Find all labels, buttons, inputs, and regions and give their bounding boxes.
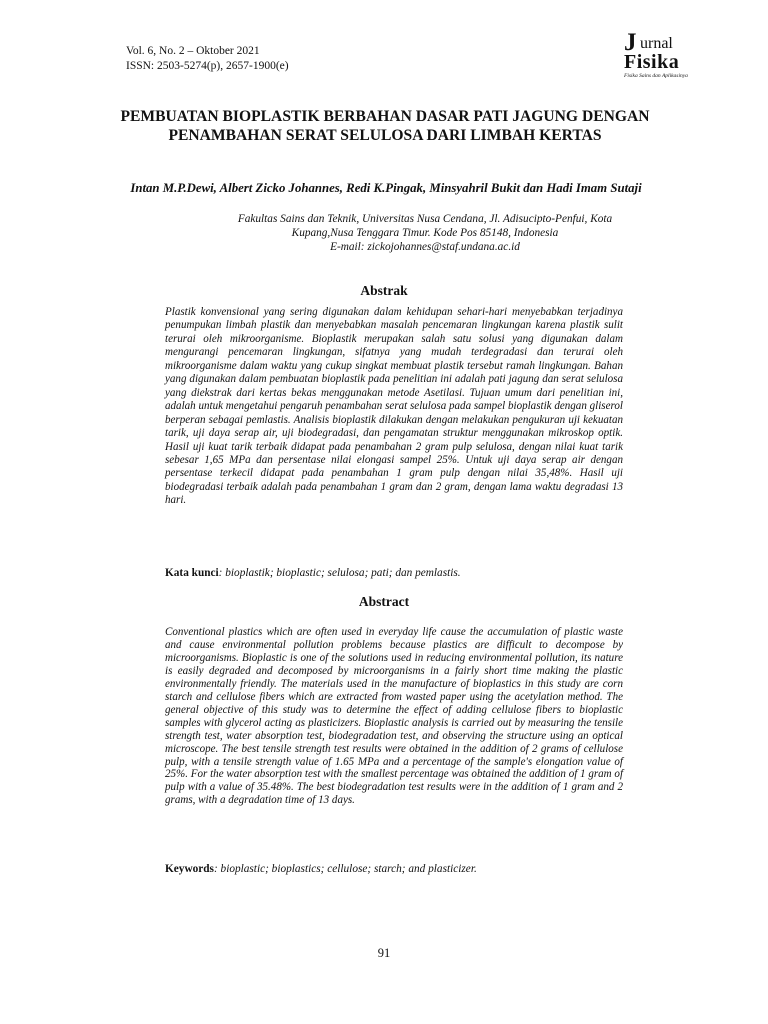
- affiliation-line-1: Fakultas Sains dan Teknik, Universitas Nusa Cendana, Jl. Adisucipto-Penfui, Kota: [237, 213, 613, 225]
- contact-email: E-mail: zickojohannes@staf.undana.ac.id: [330, 241, 520, 253]
- logo-initial: J: [624, 29, 637, 56]
- issn-line: ISSN: 2503-5274(p), 2657-1900(e): [126, 60, 289, 72]
- keywords: [165, 862, 635, 876]
- page-number: 91: [377, 946, 391, 960]
- kata-kunci-values: : bioplastik; bioplastic; selulosa; pati; dan pemlastis.: [218, 567, 461, 579]
- logo-tagline: Fisika Sains dan Aplikasinya: [624, 73, 688, 79]
- volume-line: Vol. 6, No. 2 – Oktober 2021: [126, 45, 260, 57]
- author-list: Intan M.P.Dewi, Albert Zicko Johannes, Redi K.Pingak, Minsyahril Bukit dan Hadi Imam Sutaji: [130, 181, 642, 195]
- affiliation-line-2: Kupang,Nusa Tenggara Timur. Kode Pos 85148, Indonesia: [291, 227, 559, 239]
- abstract-body: Conventional plastics which are often used in everyday life cause the accumulation of plastic waste and cause environmental pollution problems because plastics are difficult to decompose by microorganisms. Bioplastic is one of the solutions used in reducing environmental pollution, its nature is easily degraded and decomposed by microorganisms in a fairly short time making the plastic environmentally friendly. The materials used in the manufacture of bioplastics in this study are corn starch and cellulose fibers which are extracted from wasted paper using the acetylation method. The general objective of this study was to determine the effect of adding cellulose fibers to bioplastic samples with glycerol acting as plasticizers. Bioplastic analysis is carried out by measuring the tensile strength test, water absorption test, biodegradation test, and observing the structure using an optical microscope. The best tensile strength test results were obtained in the addition of 2 grams of cellulose pulp, with a tensile strength value of 1.65 MPa and a percentage of the sample's elongation value of 25%. For the water absorption test with the smallest percentage was obtained the addition of 1 gram of pulp with a value of 35.48%. The best biodegradation test results were in the addition of 1 gram and 2 grams, with a degradation time of 13 days.: [165, 626, 624, 807]
- keywords-label: Keywords: [165, 863, 214, 875]
- abstrak-body: Plastik konvensional yang sering digunakan dalam kehidupan sehari-hari menyebabkan terjadinya penumpukan limbah plastik dan menyebabkan masalah pencemaran lingkungan karena plastik sulit terurai oleh mikroorganisme. Bioplastik merupakan salah satu solusi yang digunakan dalam mengurangi pencemaran lingkungan, sifatnya yang mudah terdegradasi dan terurai oleh mikroorganisme dalam waktu yang cukup singkat membuat plastik tersebut ramah lingkungan. Bahan yang digunakan dalam pembuatan bioplastik pada penelitian ini adalah pati jagung dan serat selulosa yang diekstrak dari kertas bekas menggunakan metode Asetilasi. Tujuan umum dari penelitian ini, adalah untuk mengetahui pengaruh penambahan serat selulosa pada sampel bioplastik dengan gliserol berperan sebagai pemlastis. Analisis bioplastik dilakukan dengan melakukan pengukuran uji kekuatan tarik, uji daya serap air, uji biodegradasi, dan pengamatan struktur menggunakan mikroskop optik. Hasil uji kuat tarik terbaik didapat pada penambahan 2 gram pulp selulosa, dengan nilai kuat tarik sebesar 1,65 MPa dan persentase nilai elongasi sampel 25%. Untuk uji daya serap air dengan persentase terkecil didapat pada penambahan 1 gram pulp dengan nilai 35,48%. Hasil uji biodegradasi terbaik adalah pada penambahan 1 gram dan 2 gram, dengan lama waktu degradasi 13 hari.: [165, 306, 623, 507]
- kata-kunci: [165, 566, 635, 580]
- journal-logo: [624, 30, 734, 78]
- kata-kunci-label: Kata kunci: [165, 567, 219, 579]
- keywords-values: : bioplastic; bioplastics; cellulose; starch; and plasticizer.: [213, 863, 477, 875]
- journal-header: [126, 44, 289, 74]
- logo-fisika: Fisika: [624, 51, 680, 73]
- abstrak-heading: Abstrak: [360, 283, 408, 298]
- affiliation: [190, 212, 660, 254]
- paper-title: PEMBUATAN BIOPLASTIK BERBAHAN DASAR PATI JAGUNG DENGAN PENAMBAHAN SERAT SELULOSA DARI LIMBAH KERTAS: [120, 108, 650, 144]
- logo-urnal: urnal: [640, 35, 673, 52]
- abstract-heading: Abstract: [358, 594, 410, 609]
